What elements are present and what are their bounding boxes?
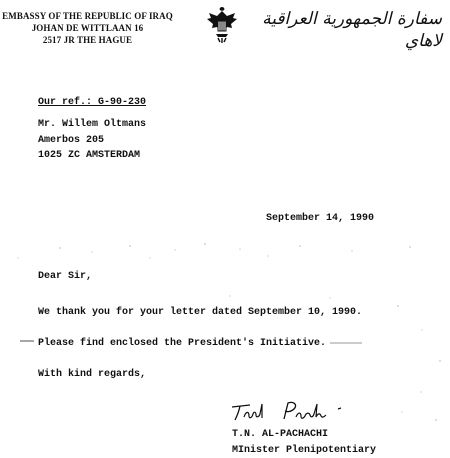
eagle-emblem-icon bbox=[205, 4, 239, 44]
handwritten-signature bbox=[228, 397, 368, 425]
embassy-city: 2517 JR THE HAGUE bbox=[0, 34, 175, 46]
reference-number: Our ref.: G-90-230 bbox=[38, 97, 146, 109]
embassy-name: EMBASSY OF THE REPUBLIC OF IRAQ bbox=[0, 10, 175, 22]
body-paragraph-1: We thank you for your letter dated September 10, 1990. bbox=[38, 307, 362, 319]
signer-title: MInister Plenipotentiary bbox=[232, 443, 376, 458]
signer-block bbox=[232, 427, 376, 458]
signer-name: T.N. AL-PACHACHI bbox=[232, 427, 376, 443]
arabic-embassy-name: سفارة الجمهورية العراقية bbox=[292, 8, 442, 30]
embassy-street: JOHAN DE WITTLAAN 16 bbox=[0, 22, 175, 34]
letterhead-english bbox=[0, 10, 175, 46]
recipient-name: Mr. Willem Oltmans bbox=[38, 117, 146, 133]
body-paragraph-2: Please find enclosed the President's Initiative. bbox=[38, 338, 326, 350]
letterhead-arabic bbox=[292, 8, 442, 52]
recipient-street: Amerbos 205 bbox=[38, 133, 146, 149]
recipient-city: 1025 ZC AMSTERDAM bbox=[38, 148, 146, 164]
salutation: Dear Sir, bbox=[38, 271, 92, 283]
recipient-address bbox=[38, 117, 146, 164]
arabic-city: لاهاي bbox=[292, 30, 442, 52]
letter-date: September 14, 1990 bbox=[266, 213, 374, 225]
closing: With kind regards, bbox=[38, 369, 146, 381]
